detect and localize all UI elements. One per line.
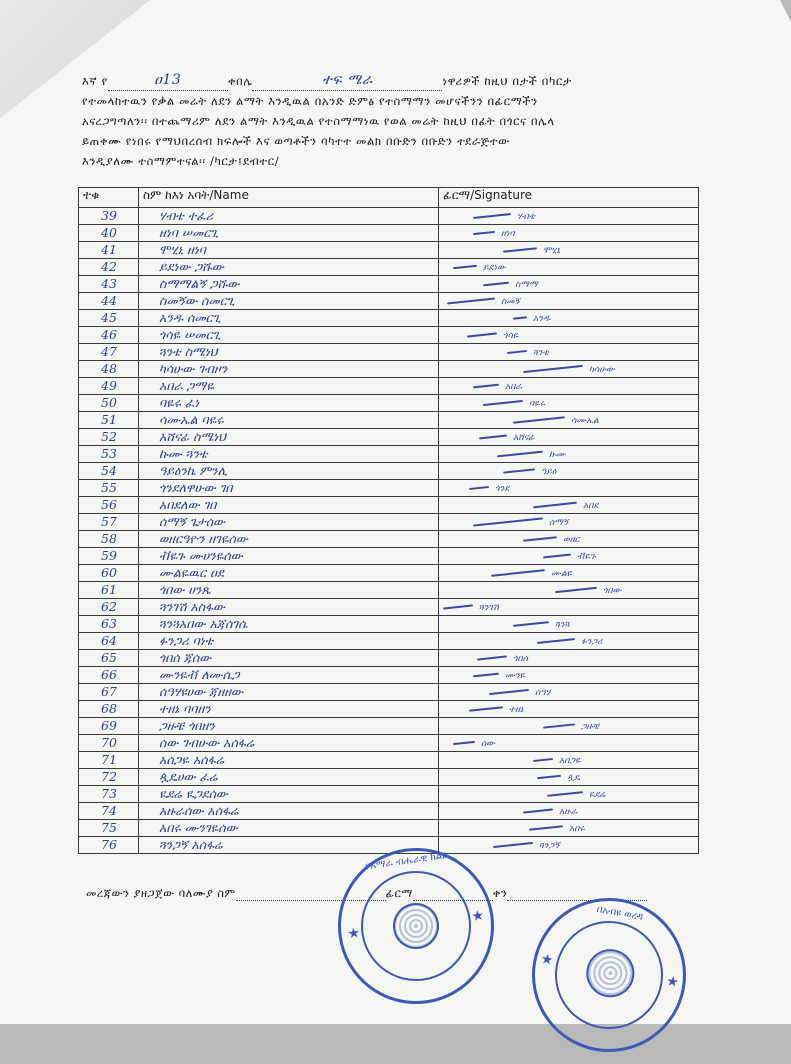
table-header-row — [79, 188, 699, 208]
signature-text: ፉንጋሪ — [581, 637, 603, 647]
signature-text: አበደ — [583, 501, 599, 511]
signature-text: ሳሙኤል — [571, 416, 599, 426]
row-number: 56 — [79, 497, 139, 514]
signature-table — [78, 187, 699, 854]
row-number: 76 — [79, 837, 139, 854]
table-row — [79, 429, 699, 446]
row-name: አበራ ጋማዬ — [139, 378, 439, 395]
signature-text: አዙራ — [559, 807, 578, 817]
row-number: 60 — [79, 565, 139, 582]
row-name: አሸናፊ ስሜነህ — [139, 429, 439, 446]
signature-text: ጷዴ — [567, 773, 580, 783]
signature-text: ካሳሁው — [589, 365, 615, 375]
star-icon: ★ — [664, 973, 681, 992]
signature-scribble — [473, 213, 511, 219]
row-number: 72 — [79, 769, 139, 786]
signature-scribble — [513, 621, 549, 627]
signature-text: ሃብቴ — [517, 212, 535, 222]
table-row — [79, 820, 699, 837]
row-number: 58 — [79, 531, 139, 548]
row-name: አበደለው ገበ — [139, 497, 439, 514]
signature-text: አንዱ — [533, 314, 551, 324]
table-row — [79, 684, 699, 701]
row-signature — [439, 344, 699, 361]
row-name: ጓንገሽ አስፋው — [139, 599, 439, 616]
row-name: ጓንጋኝ አሰፋሬ — [139, 837, 439, 854]
row-name: ሰዓሃዩሀው ጃዘዘው — [139, 684, 439, 701]
signature-scribble — [467, 332, 497, 337]
signature-scribble — [543, 553, 571, 558]
signature-text: ጓንጓ — [555, 620, 570, 630]
row-signature — [439, 667, 699, 684]
signature-scribble — [513, 316, 527, 319]
table-row — [79, 701, 699, 718]
row-signature — [439, 208, 699, 225]
table-row — [79, 293, 699, 310]
row-number: 44 — [79, 293, 139, 310]
signature-scribble — [523, 536, 557, 542]
signature-text: ወዘር — [563, 535, 580, 545]
row-name: ባዬሩ ፈነ — [139, 395, 439, 412]
signature-text: ቭዬጉ — [577, 552, 596, 562]
row-signature — [439, 395, 699, 412]
signature-text: ይደነው — [483, 263, 506, 273]
signature-scribble — [483, 399, 523, 405]
row-signature — [439, 769, 699, 786]
row-signature — [439, 225, 699, 242]
table-row — [79, 361, 699, 378]
table-row — [79, 463, 699, 480]
row-name: ሰው ገብሁው አሰፋሬ — [139, 735, 439, 752]
signature-scribble — [477, 655, 507, 660]
paragraph-line-3: አናረጋግጣለን፡፡ በተጨማሪም ለደን ልማት እንዲዉል የተስማማነዉ የወል መሬት ከዚህ በፊት በጎርና በሌላ — [82, 114, 555, 128]
row-signature — [439, 378, 699, 395]
row-number: 73 — [79, 786, 139, 803]
table-row — [79, 786, 699, 803]
row-number: 57 — [79, 514, 139, 531]
agreement-paragraph — [82, 70, 697, 171]
row-signature — [439, 327, 699, 344]
star-icon: ★ — [539, 951, 555, 969]
row-number: 54 — [79, 463, 139, 480]
stamp-text-left: የአማራ ብሔራዊ ክልል — [364, 849, 450, 873]
row-name: ፉንጋሪ ባነቴ — [139, 633, 439, 650]
row-signature — [439, 616, 699, 633]
row-number: 41 — [79, 242, 139, 259]
row-signature — [439, 786, 699, 803]
signature-text: ሰዓሃ — [535, 688, 551, 698]
row-name: አዙራሰው አሰፋሬ — [139, 803, 439, 820]
table-row — [79, 208, 699, 225]
table-row — [79, 310, 699, 327]
table-row — [79, 565, 699, 582]
row-name: ቭዬጉ ሙሀንዬሰው — [139, 548, 439, 565]
row-signature — [439, 565, 699, 582]
row-signature — [439, 514, 699, 531]
row-signature — [439, 361, 699, 378]
signature-scribble — [497, 450, 543, 457]
signature-scribble — [453, 740, 475, 744]
signature-text: ሰው — [481, 739, 495, 749]
paragraph-line-2: የተመላከተዉን የቃል መሬት ለደን ልማት እንዲዉል በአንድ ድምፅ የተስማማን መሆናችንን በፊርማችን — [82, 94, 538, 108]
table-row — [79, 803, 699, 820]
table-row — [79, 548, 699, 565]
line1-kebele-label: ቀበሌ — [227, 74, 253, 88]
signature-scribble — [491, 569, 545, 577]
row-name: ስመኝው ሰመርጊ — [139, 293, 439, 310]
row-name: ጓንጓአበው አጃሰገሴ — [139, 616, 439, 633]
signature-text: አሰጋዬ — [559, 756, 581, 766]
row-signature — [439, 735, 699, 752]
signature-scribble — [489, 688, 529, 694]
row-name: ኩሙ ጓንቴ — [139, 446, 439, 463]
signature-scribble — [533, 757, 553, 761]
row-number: 43 — [79, 276, 139, 293]
table-row — [79, 599, 699, 616]
row-signature — [439, 446, 699, 463]
line1-suffix: ነዋሪዎች ከዚህ በታች በካርታ — [442, 74, 573, 88]
signature-text: ኩሙ — [549, 450, 566, 460]
row-name: ይደነው ጋሹው — [139, 259, 439, 276]
signature-text: ጓንገሽ — [479, 603, 499, 613]
row-signature — [439, 463, 699, 480]
row-number: 51 — [79, 412, 139, 429]
row-signature — [439, 276, 699, 293]
signature-scribble — [447, 297, 495, 304]
row-signature — [439, 633, 699, 650]
signature-scribble — [513, 416, 565, 423]
table-row — [79, 412, 699, 429]
header-number: ተቁ — [79, 188, 139, 208]
signature-scribble — [507, 349, 527, 353]
row-name: ዘነባ ሠመርጊ — [139, 225, 439, 242]
row-number: 53 — [79, 446, 139, 463]
row-number: 69 — [79, 718, 139, 735]
row-name: ጓንቴ ስሜነህ — [139, 344, 439, 361]
row-signature — [439, 701, 699, 718]
row-number: 49 — [79, 378, 139, 395]
preparer-date-label: ቀን — [492, 886, 508, 900]
signature-text: ስመኝ — [501, 297, 520, 307]
signature-text: ሙልዬ — [551, 569, 573, 579]
row-name: አበሩ ሙንገዬሰው — [139, 820, 439, 837]
table-row — [79, 497, 699, 514]
row-name: ሙልዬዉር ዐደ — [139, 565, 439, 582]
row-number: 47 — [79, 344, 139, 361]
table-row — [79, 480, 699, 497]
row-signature — [439, 820, 699, 837]
row-signature — [439, 650, 699, 667]
paragraph-line-4: ይጠቀሙ የነበሩ የማህበረሰብ ክፍሎች እና ወጣቶችን ባካተተ መልክ በቡድን በቡድን ተደራጅተው — [82, 134, 510, 148]
row-signature — [439, 293, 699, 310]
row-name: ጎንደለዋሁው ገበ — [139, 480, 439, 497]
row-number: 71 — [79, 752, 139, 769]
signature-text: ሰማኝ — [549, 518, 569, 528]
signature-text: ዘነባ — [501, 229, 515, 239]
table-row — [79, 531, 699, 548]
signature-text: ስማማ — [515, 280, 538, 290]
row-number: 61 — [79, 582, 139, 599]
row-signature — [439, 684, 699, 701]
signature-scribble — [483, 281, 509, 286]
row-number: 75 — [79, 820, 139, 837]
signature-text: ዓይዕ — [541, 467, 557, 477]
row-signature — [439, 718, 699, 735]
row-name: ስማማልኝ ጋሹው — [139, 276, 439, 293]
signature-text: አበሩ — [569, 824, 585, 834]
row-name: ጷዴሀው ፈሬ — [139, 769, 439, 786]
row-signature — [439, 259, 699, 276]
row-name: ጎበሰ ጃሰው — [139, 650, 439, 667]
row-name: ጎሳዬ ሠመርጊ — [139, 327, 439, 344]
row-number: 45 — [79, 310, 139, 327]
signature-text: ጋዙቼ — [581, 722, 600, 732]
signature-scribble — [529, 825, 563, 831]
row-name: ሰማኝ ጌታሰው — [139, 514, 439, 531]
row-name: ሙንዬቭ ለሙሴጋ — [139, 667, 439, 684]
table-row — [79, 259, 699, 276]
signature-scribble — [533, 501, 577, 508]
table-row — [79, 344, 699, 361]
table-row — [79, 633, 699, 650]
row-name: ሞሂኒ ዘነባ — [139, 242, 439, 259]
signature-scribble — [537, 638, 575, 644]
signature-scribble — [469, 706, 503, 712]
row-number: 67 — [79, 684, 139, 701]
table-row — [79, 327, 699, 344]
signature-text: ዪደሬ — [589, 790, 606, 800]
signature-scribble — [473, 672, 499, 677]
signature-scribble — [479, 434, 507, 439]
row-number: 48 — [79, 361, 139, 378]
row-name: ዪደሬ ዪጋደሰው — [139, 786, 439, 803]
row-name: ጋዙቼ ጎበዘን — [139, 718, 439, 735]
signature-scribble — [493, 841, 533, 847]
header-name: ስም ከእነ አባት/Name — [139, 188, 439, 208]
table-row — [79, 276, 699, 293]
table-row — [79, 837, 699, 854]
signature-text: ሞሂኒ — [543, 246, 561, 256]
table-row — [79, 650, 699, 667]
table-row — [79, 225, 699, 242]
row-name: ሃብቴ ተፈሪ — [139, 208, 439, 225]
row-signature — [439, 599, 699, 616]
star-icon: ★ — [470, 907, 486, 926]
signature-text: አሸናፊ — [513, 433, 535, 443]
kebele-name-field: ተፍ ሜራ — [252, 70, 442, 91]
table-row — [79, 718, 699, 735]
signature-text: ጎበው — [603, 586, 622, 596]
table-row — [79, 616, 699, 633]
row-number: 39 — [79, 208, 139, 225]
row-signature — [439, 752, 699, 769]
preparer-signature-label: ፊርማ — [385, 886, 413, 900]
star-icon: ★ — [346, 924, 362, 943]
row-name: ካሳሁው ገብዞን — [139, 361, 439, 378]
row-name: ሳሙኤል ባዬሩ — [139, 412, 439, 429]
row-signature — [439, 531, 699, 548]
stamp-text-right: በአብዩ ወረዳ — [595, 903, 644, 923]
row-name: አሰጋዬ አሰፋሬ — [139, 752, 439, 769]
row-number: 70 — [79, 735, 139, 752]
row-name: ዓይዕንኬ ምንሊ — [139, 463, 439, 480]
row-number: 59 — [79, 548, 139, 565]
signature-text: ተዘኔ — [509, 705, 524, 715]
table-row — [79, 769, 699, 786]
signature-scribble — [555, 586, 597, 592]
kebele-number-field: ዐ13 — [108, 70, 228, 91]
row-signature — [439, 803, 699, 820]
signature-scribble — [543, 723, 575, 728]
row-number: 64 — [79, 633, 139, 650]
row-name: ጎበው ሀንጼ — [139, 582, 439, 599]
row-signature — [439, 480, 699, 497]
table-row — [79, 514, 699, 531]
signature-scribble — [523, 808, 553, 813]
row-name: ተዘኔ ባባዘን — [139, 701, 439, 718]
signature-text: ጓንቴ — [533, 348, 549, 358]
signature-text: ጓንጋኝ — [539, 841, 560, 851]
signature-text: አበራ — [505, 382, 522, 392]
signature-scribble — [523, 364, 583, 372]
row-number: 63 — [79, 616, 139, 633]
table-row — [79, 582, 699, 599]
preparer-name-label: መረጃውን ያዘጋጀው ባለሙያ ስም — [86, 886, 236, 900]
paragraph-line-1 — [82, 70, 697, 91]
table-row — [79, 395, 699, 412]
row-number: 42 — [79, 259, 139, 276]
row-number: 66 — [79, 667, 139, 684]
signature-scribble — [503, 468, 535, 473]
row-signature — [439, 242, 699, 259]
signature-text: ጎሳዬ — [503, 331, 519, 341]
row-number: 50 — [79, 395, 139, 412]
header-signature: ፊርማ/Signature — [439, 188, 699, 208]
row-number: 55 — [79, 480, 139, 497]
table-row — [79, 752, 699, 769]
signature-scribble — [503, 247, 537, 253]
signature-scribble — [443, 604, 473, 609]
row-name: ወዘርዓዮን ዘገዬሰው — [139, 531, 439, 548]
signature-scribble — [473, 517, 543, 526]
row-number: 46 — [79, 327, 139, 344]
signature-text: ባዬሩ — [529, 399, 545, 409]
row-signature — [439, 497, 699, 514]
table-row — [79, 735, 699, 752]
row-number: 52 — [79, 429, 139, 446]
row-signature — [439, 310, 699, 327]
row-number: 65 — [79, 650, 139, 667]
signature-scribble — [453, 264, 477, 268]
table-row — [79, 378, 699, 395]
row-name: አንዱ ሰመርጊ — [139, 310, 439, 327]
signature-text: ሙንዬ — [505, 671, 526, 681]
signature-scribble — [473, 230, 495, 234]
signature-scribble — [547, 791, 583, 797]
table-row — [79, 242, 699, 259]
row-signature — [439, 429, 699, 446]
line1-prefix: እኛ የ — [82, 74, 108, 88]
row-signature — [439, 548, 699, 565]
row-signature — [439, 582, 699, 599]
table-row — [79, 667, 699, 684]
signature-text: ጎንደ — [495, 484, 510, 494]
row-number: 68 — [79, 701, 139, 718]
signature-scribble — [469, 485, 489, 489]
signature-scribble — [473, 383, 499, 388]
table-row — [79, 446, 699, 463]
paragraph-line-5: እንዲያለሙ ተስማምተናል፡፡ /ካርታ፤ደብተር/ — [82, 154, 280, 168]
row-signature — [439, 412, 699, 429]
row-number: 40 — [79, 225, 139, 242]
signature-scribble — [537, 774, 561, 778]
row-number: 74 — [79, 803, 139, 820]
signature-text: ጎበሰ — [513, 654, 528, 664]
row-number: 62 — [79, 599, 139, 616]
